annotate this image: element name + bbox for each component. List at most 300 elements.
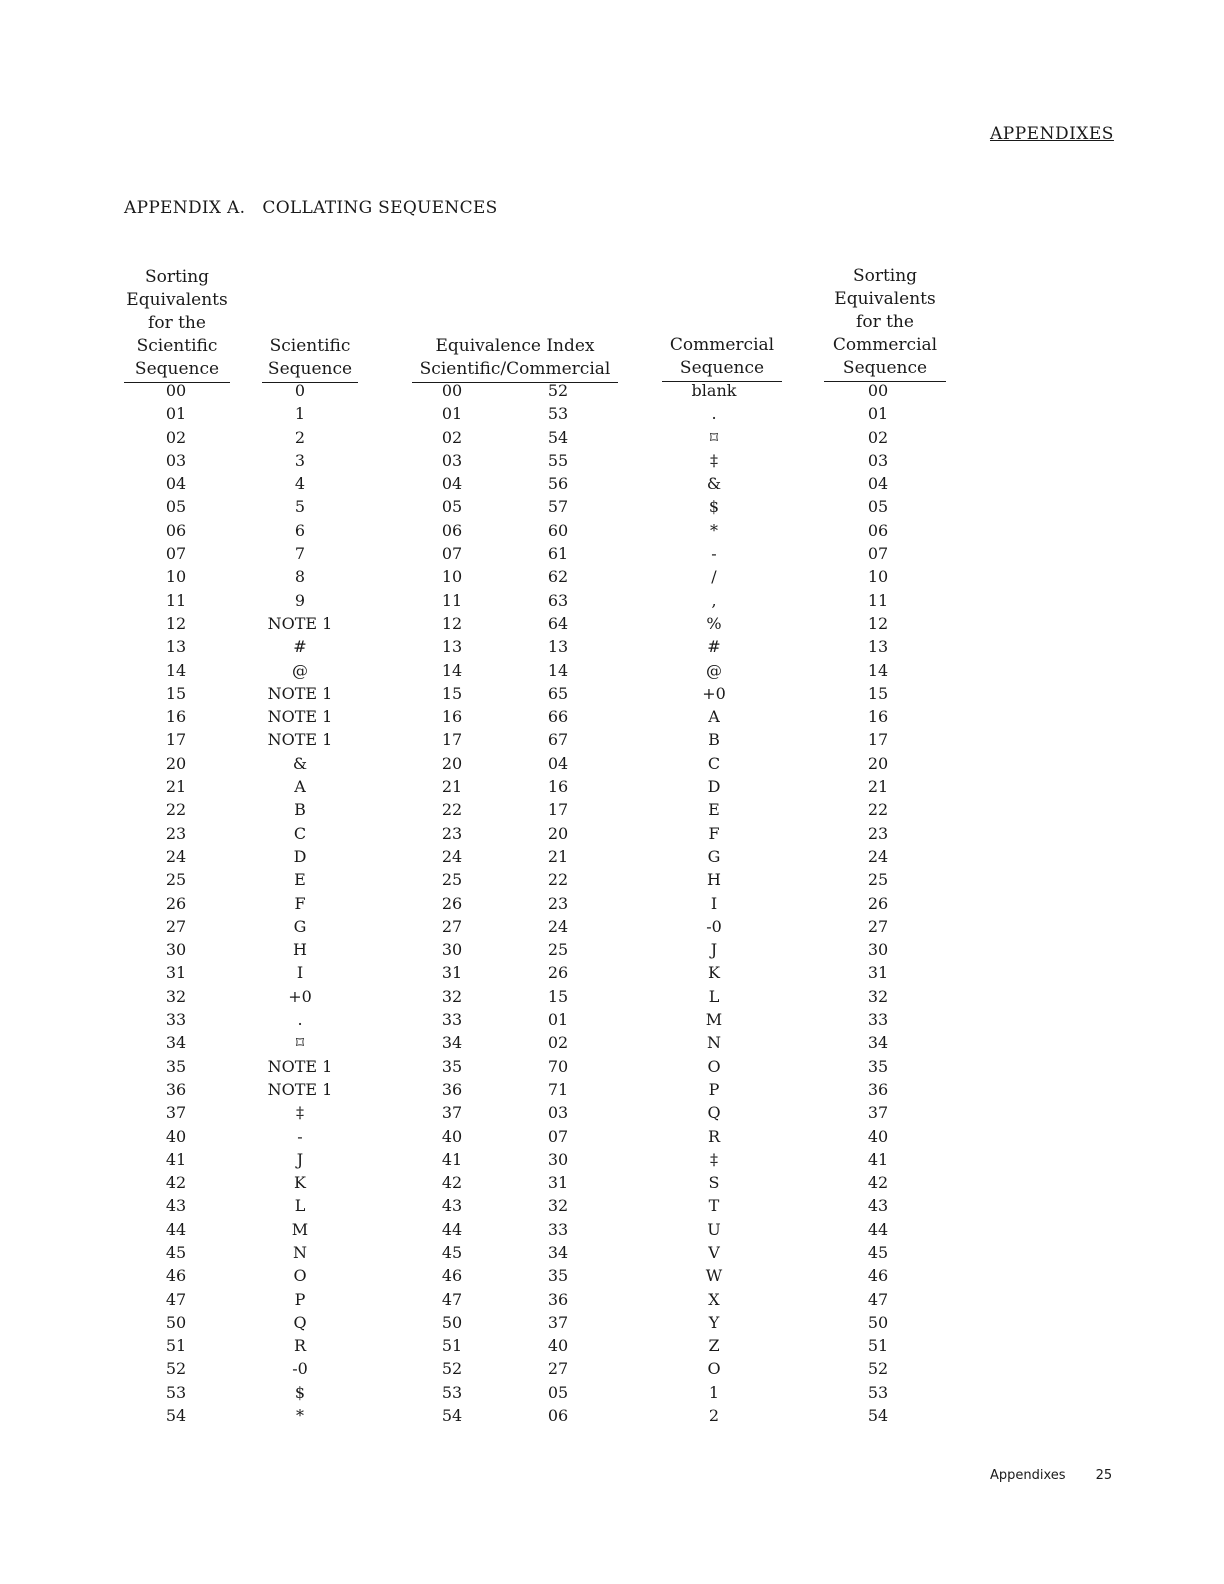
eq-com-cell: 17 — [547, 800, 569, 820]
sci-seq-cell: 6 — [294, 520, 306, 540]
table-row — [0, 917, 1224, 940]
table-row — [0, 451, 1224, 474]
eq-sci-cell: 44 — [441, 1219, 463, 1239]
eq-sci-cell: 25 — [441, 870, 463, 890]
table-row — [0, 1103, 1224, 1126]
com-seq-cell: 1 — [708, 1382, 720, 1402]
sort-com-cell: 16 — [867, 707, 889, 727]
sort-sci-cell: 13 — [165, 637, 187, 657]
sort-com-cell: 33 — [867, 1010, 889, 1030]
eq-com-cell: 35 — [547, 1266, 569, 1286]
sort-com-cell: 17 — [867, 730, 889, 750]
eq-com-cell: 62 — [547, 567, 569, 587]
eq-com-cell: 21 — [547, 846, 569, 866]
sort-sci-cell: 03 — [165, 450, 187, 470]
eq-sci-cell: 15 — [441, 683, 463, 703]
table-row — [0, 1080, 1224, 1103]
sci-seq-cell: I — [296, 963, 304, 983]
eq-sci-cell: 14 — [441, 660, 463, 680]
sort-com-cell: 04 — [867, 474, 889, 494]
header-sort-com-text: Sorting Equivalents for the Commercial — [832, 266, 938, 355]
eq-com-cell: 65 — [547, 683, 569, 703]
sort-com-cell: 34 — [867, 1033, 889, 1053]
sort-sci-cell: 22 — [165, 800, 187, 820]
eq-sci-cell: 02 — [441, 427, 463, 447]
com-seq-cell: J — [710, 940, 718, 960]
table-row — [0, 381, 1224, 404]
eq-com-cell: 64 — [547, 613, 569, 633]
sci-seq-cell: ⌑ — [295, 1033, 305, 1053]
footer-section: Appendixes — [990, 1468, 1066, 1483]
sort-com-cell: 35 — [867, 1056, 889, 1076]
eq-sci-cell: 50 — [441, 1312, 463, 1332]
sort-sci-cell: 15 — [165, 683, 187, 703]
sci-seq-cell: M — [291, 1219, 309, 1239]
eq-com-cell: 02 — [547, 1033, 569, 1053]
com-seq-cell: @ — [706, 660, 722, 680]
table-row — [0, 1033, 1224, 1056]
table-row — [0, 1150, 1224, 1173]
sort-com-cell: 44 — [867, 1219, 889, 1239]
eq-com-cell: 06 — [547, 1406, 569, 1426]
eq-com-cell: 20 — [547, 823, 569, 843]
com-seq-cell: -0 — [706, 916, 722, 936]
eq-sci-cell: 43 — [441, 1196, 463, 1216]
eq-sci-cell: 51 — [441, 1336, 463, 1356]
com-seq-cell: P — [708, 1079, 720, 1099]
com-seq-cell: R — [707, 1126, 721, 1146]
eq-sci-cell: 13 — [441, 637, 463, 657]
sort-com-cell: 43 — [867, 1196, 889, 1216]
com-seq-cell: S — [708, 1173, 720, 1193]
sort-sci-cell: 27 — [165, 916, 187, 936]
sort-sci-cell: 33 — [165, 1010, 187, 1030]
sort-sci-cell: 43 — [165, 1196, 187, 1216]
eq-sci-cell: 31 — [441, 963, 463, 983]
sort-com-cell: 20 — [867, 753, 889, 773]
table-row — [0, 567, 1224, 590]
sort-com-cell: 26 — [867, 893, 889, 913]
com-seq-cell: , — [711, 590, 717, 610]
eq-com-cell: 16 — [547, 777, 569, 797]
header-com-underlined: Sequence — [662, 357, 782, 382]
eq-sci-cell: 06 — [441, 520, 463, 540]
eq-com-cell: 32 — [547, 1196, 569, 1216]
sort-com-cell: 00 — [867, 381, 889, 400]
sort-sci-cell: 23 — [165, 823, 187, 843]
sci-seq-cell: ‡ — [296, 1103, 304, 1123]
eq-sci-cell: 17 — [441, 730, 463, 750]
sort-com-cell: 01 — [867, 404, 889, 424]
header-sort-sci-text: Sorting Equivalents for the Scientific — [126, 267, 228, 356]
sort-sci-cell: 53 — [165, 1382, 187, 1402]
sort-com-cell: 46 — [867, 1266, 889, 1286]
sci-seq-cell: NOTE 1 — [267, 613, 333, 633]
sci-seq-cell: # — [293, 637, 307, 657]
sort-com-cell: 30 — [867, 940, 889, 960]
sci-seq-cell: NOTE 1 — [267, 1056, 333, 1076]
sort-com-cell: 47 — [867, 1289, 889, 1309]
eq-sci-cell: 27 — [441, 916, 463, 936]
sort-com-cell: 23 — [867, 823, 889, 843]
sort-sci-cell: 25 — [165, 870, 187, 890]
eq-com-cell: 25 — [547, 940, 569, 960]
table-row — [0, 894, 1224, 917]
sort-com-cell: 51 — [867, 1336, 889, 1356]
eq-sci-cell: 46 — [441, 1266, 463, 1286]
table-row — [0, 870, 1224, 893]
sort-sci-cell: 00 — [165, 381, 187, 400]
appendix-title: APPENDIX A. COLLATING SEQUENCES — [124, 198, 498, 218]
sort-sci-cell: 21 — [165, 777, 187, 797]
eq-com-cell: 57 — [547, 497, 569, 517]
eq-sci-cell: 05 — [441, 497, 463, 517]
table-row — [0, 1359, 1224, 1382]
sort-com-cell: 25 — [867, 870, 889, 890]
eq-com-cell: 34 — [547, 1242, 569, 1262]
sort-com-cell: 52 — [867, 1359, 889, 1379]
sort-sci-cell: 01 — [165, 404, 187, 424]
sort-sci-cell: 44 — [165, 1219, 187, 1239]
sort-com-cell: 07 — [867, 544, 889, 564]
eq-com-cell: 53 — [547, 404, 569, 424]
eq-com-cell: 70 — [547, 1056, 569, 1076]
eq-com-cell: 14 — [547, 660, 569, 680]
sort-com-cell: 03 — [867, 450, 889, 470]
eq-sci-cell: 47 — [441, 1289, 463, 1309]
sort-com-cell: 14 — [867, 660, 889, 680]
sort-com-cell: 21 — [867, 777, 889, 797]
eq-sci-cell: 40 — [441, 1126, 463, 1146]
eq-com-cell: 07 — [547, 1126, 569, 1146]
eq-sci-cell: 35 — [441, 1056, 463, 1076]
sci-seq-cell: R — [293, 1336, 307, 1356]
sort-com-cell: 36 — [867, 1079, 889, 1099]
eq-sci-cell: 24 — [441, 846, 463, 866]
table-row — [0, 1057, 1224, 1080]
com-seq-cell: Y — [708, 1312, 720, 1332]
com-seq-cell: & — [706, 474, 722, 494]
sci-seq-cell: & — [292, 753, 308, 773]
eq-com-cell: 04 — [547, 753, 569, 773]
eq-sci-cell: 21 — [441, 777, 463, 797]
sort-sci-cell: 05 — [165, 497, 187, 517]
table-row — [0, 1290, 1224, 1313]
sort-sci-cell: 26 — [165, 893, 187, 913]
table-row — [0, 1406, 1224, 1429]
sci-seq-cell: O — [293, 1266, 307, 1286]
sort-sci-cell: 35 — [165, 1056, 187, 1076]
eq-sci-cell: 33 — [441, 1010, 463, 1030]
eq-sci-cell: 34 — [441, 1033, 463, 1053]
eq-com-cell: 26 — [547, 963, 569, 983]
eq-com-cell: 37 — [547, 1312, 569, 1332]
com-seq-cell: T — [708, 1196, 720, 1216]
sci-seq-cell: D — [293, 846, 307, 866]
sci-seq-cell: 0 — [294, 381, 306, 400]
sort-sci-cell: 42 — [165, 1173, 187, 1193]
sort-com-cell: 37 — [867, 1103, 889, 1123]
table-row — [0, 707, 1224, 730]
com-seq-cell: Z — [708, 1336, 720, 1356]
sort-sci-cell: 47 — [165, 1289, 187, 1309]
eq-sci-cell: 36 — [441, 1079, 463, 1099]
eq-sci-cell: 32 — [441, 986, 463, 1006]
sort-sci-cell: 30 — [165, 940, 187, 960]
sort-sci-cell: 46 — [165, 1266, 187, 1286]
header-sci-text: Scientific — [269, 336, 351, 356]
table-row — [0, 404, 1224, 427]
com-seq-cell: / — [711, 567, 717, 587]
table-row — [0, 428, 1224, 451]
sci-seq-cell: F — [294, 893, 306, 913]
sci-seq-cell: G — [293, 916, 307, 936]
sci-seq-cell: A — [294, 777, 306, 797]
sort-sci-cell: 41 — [165, 1149, 187, 1169]
eq-com-cell: 13 — [547, 637, 569, 657]
table-row — [0, 963, 1224, 986]
com-seq-cell: D — [707, 777, 721, 797]
table-row — [0, 777, 1224, 800]
eq-sci-cell: 04 — [441, 474, 463, 494]
sci-seq-cell: E — [294, 870, 306, 890]
sci-seq-cell: -0 — [292, 1359, 308, 1379]
header-com-text: Commercial — [669, 335, 775, 355]
eq-sci-cell: 12 — [441, 613, 463, 633]
com-seq-cell: ‡ — [710, 1149, 718, 1169]
sort-sci-cell: 12 — [165, 613, 187, 633]
eq-com-cell: 30 — [547, 1149, 569, 1169]
com-seq-cell: G — [707, 846, 721, 866]
sci-seq-cell: $ — [294, 1382, 306, 1402]
sci-seq-cell: NOTE 1 — [267, 683, 333, 703]
sort-com-cell: 27 — [867, 916, 889, 936]
table-row — [0, 847, 1224, 870]
sci-seq-cell: @ — [292, 660, 308, 680]
sort-com-cell: 42 — [867, 1173, 889, 1193]
sort-com-cell: 41 — [867, 1149, 889, 1169]
table-row — [0, 1336, 1224, 1359]
sort-sci-cell: 40 — [165, 1126, 187, 1146]
sort-sci-cell: 51 — [165, 1336, 187, 1356]
sort-com-cell: 05 — [867, 497, 889, 517]
eq-sci-cell: 22 — [441, 800, 463, 820]
com-seq-cell: I — [710, 893, 718, 913]
com-seq-cell: +0 — [702, 683, 726, 703]
sort-com-cell: 06 — [867, 520, 889, 540]
sort-sci-cell: 20 — [165, 753, 187, 773]
sci-seq-cell: L — [294, 1196, 306, 1216]
eq-com-cell: 60 — [547, 520, 569, 540]
table-row — [0, 591, 1224, 614]
sort-com-cell: 02 — [867, 427, 889, 447]
sci-seq-cell: N — [293, 1242, 307, 1262]
table-row — [0, 684, 1224, 707]
com-seq-cell: $ — [708, 497, 720, 517]
sort-sci-cell: 34 — [165, 1033, 187, 1053]
header-sort-com-underlined: Sequence — [824, 357, 946, 382]
com-seq-cell: N — [707, 1033, 721, 1053]
eq-com-cell: 24 — [547, 916, 569, 936]
com-seq-cell: B — [708, 730, 720, 750]
sci-seq-cell: Q — [293, 1312, 307, 1332]
eq-com-cell: 03 — [547, 1103, 569, 1123]
sort-com-cell: 13 — [867, 637, 889, 657]
sort-com-cell: 11 — [867, 590, 889, 610]
eq-sci-cell: 03 — [441, 450, 463, 470]
sort-com-cell: 40 — [867, 1126, 889, 1146]
sort-sci-cell: 16 — [165, 707, 187, 727]
table-row — [0, 661, 1224, 684]
sort-sci-cell: 07 — [165, 544, 187, 564]
eq-com-cell: 71 — [547, 1079, 569, 1099]
table-row — [0, 1220, 1224, 1243]
table-row — [0, 1196, 1224, 1219]
eq-sci-cell: 42 — [441, 1173, 463, 1193]
eq-com-cell: 31 — [547, 1173, 569, 1193]
sort-sci-cell: 06 — [165, 520, 187, 540]
sort-com-cell: 53 — [867, 1382, 889, 1402]
eq-sci-cell: 30 — [441, 940, 463, 960]
eq-sci-cell: 53 — [441, 1382, 463, 1402]
table-row — [0, 1173, 1224, 1196]
sci-seq-cell: NOTE 1 — [267, 1079, 333, 1099]
eq-sci-cell: 07 — [441, 544, 463, 564]
eq-sci-cell: 52 — [441, 1359, 463, 1379]
page-number: 25 — [1095, 1468, 1113, 1483]
sort-sci-cell: 24 — [165, 846, 187, 866]
sort-sci-cell: 04 — [165, 474, 187, 494]
table-row — [0, 1313, 1224, 1336]
sci-seq-cell: NOTE 1 — [267, 707, 333, 727]
sci-seq-cell: +0 — [288, 986, 312, 1006]
sci-seq-cell: P — [294, 1289, 306, 1309]
table-row — [0, 1266, 1224, 1289]
eq-com-cell: 05 — [547, 1382, 569, 1402]
collating-sequence-table — [0, 381, 1224, 1429]
table-row — [0, 940, 1224, 963]
sci-seq-cell: NOTE 1 — [267, 730, 333, 750]
sci-seq-cell: H — [293, 940, 307, 960]
eq-com-cell: 27 — [547, 1359, 569, 1379]
sci-seq-cell: - — [297, 1126, 303, 1146]
table-row — [0, 754, 1224, 777]
eq-sci-cell: 20 — [441, 753, 463, 773]
sci-seq-cell: B — [294, 800, 306, 820]
eq-sci-cell: 11 — [441, 590, 463, 610]
com-seq-cell: ⌑ — [709, 427, 719, 447]
sci-seq-cell: 3 — [294, 450, 306, 470]
sci-seq-cell: 5 — [294, 497, 306, 517]
eq-com-cell: 23 — [547, 893, 569, 913]
table-row — [0, 497, 1224, 520]
eq-sci-cell: 23 — [441, 823, 463, 843]
sort-sci-cell: 37 — [165, 1103, 187, 1123]
sort-sci-cell: 14 — [165, 660, 187, 680]
eq-sci-cell: 16 — [441, 707, 463, 727]
com-seq-cell: - — [711, 544, 717, 564]
com-seq-cell: # — [707, 637, 721, 657]
sci-seq-cell: 7 — [294, 544, 306, 564]
sci-seq-cell: C — [293, 823, 307, 843]
sort-com-cell: 45 — [867, 1242, 889, 1262]
table-row — [0, 544, 1224, 567]
table-row — [0, 824, 1224, 847]
eq-com-cell: 63 — [547, 590, 569, 610]
sort-sci-cell: 45 — [165, 1242, 187, 1262]
eq-sci-cell: 01 — [441, 404, 463, 424]
sort-com-cell: 50 — [867, 1312, 889, 1332]
com-seq-cell: X — [708, 1289, 720, 1309]
table-row — [0, 987, 1224, 1010]
sci-seq-cell: 4 — [294, 474, 306, 494]
eq-sci-cell: 41 — [441, 1149, 463, 1169]
header-sci-underlined: Sequence — [262, 358, 358, 383]
sci-seq-cell: J — [296, 1149, 304, 1169]
header-eq-underlined: Scientific/Commercial — [412, 358, 618, 383]
eq-com-cell: 40 — [547, 1336, 569, 1356]
eq-com-cell: 61 — [547, 544, 569, 564]
sci-seq-cell: . — [297, 1010, 303, 1030]
sort-sci-cell: 36 — [165, 1079, 187, 1099]
sort-sci-cell: 02 — [165, 427, 187, 447]
table-row — [0, 521, 1224, 544]
com-seq-cell: % — [706, 613, 722, 633]
com-seq-cell: E — [708, 800, 720, 820]
eq-sci-cell: 00 — [441, 381, 463, 400]
sort-com-cell: 54 — [867, 1406, 889, 1426]
page-footer — [990, 1468, 1112, 1483]
com-seq-cell: H — [707, 870, 721, 890]
header-eq-text: Equivalence Index — [435, 336, 595, 356]
sort-sci-cell: 32 — [165, 986, 187, 1006]
eq-com-cell: 22 — [547, 870, 569, 890]
sort-com-cell: 10 — [867, 567, 889, 587]
sort-com-cell: 32 — [867, 986, 889, 1006]
com-seq-cell: V — [708, 1242, 720, 1262]
table-row — [0, 730, 1224, 753]
com-seq-cell: F — [708, 823, 720, 843]
eq-com-cell: 33 — [547, 1219, 569, 1239]
com-seq-cell: K — [708, 963, 720, 983]
eq-sci-cell: 37 — [441, 1103, 463, 1123]
sort-com-cell: 15 — [867, 683, 889, 703]
sort-com-cell: 22 — [867, 800, 889, 820]
com-seq-cell: A — [708, 707, 720, 727]
sort-com-cell: 12 — [867, 613, 889, 633]
com-seq-cell: blank — [691, 381, 737, 400]
com-seq-cell: U — [707, 1219, 721, 1239]
table-row — [0, 637, 1224, 660]
table-row — [0, 1243, 1224, 1266]
running-head: APPENDIXES — [990, 124, 1114, 144]
com-seq-cell: Q — [707, 1103, 721, 1123]
com-seq-cell: W — [705, 1266, 723, 1286]
sort-sci-cell: 10 — [165, 567, 187, 587]
sort-sci-cell: 52 — [165, 1359, 187, 1379]
eq-com-cell: 36 — [547, 1289, 569, 1309]
eq-com-cell: 15 — [547, 986, 569, 1006]
com-seq-cell: C — [707, 753, 721, 773]
table-row — [0, 800, 1224, 823]
eq-sci-cell: 54 — [441, 1406, 463, 1426]
sort-com-cell: 31 — [867, 963, 889, 983]
eq-com-cell: 54 — [547, 427, 569, 447]
header-sort-sci-underlined: Sequence — [124, 358, 230, 383]
eq-com-cell: 66 — [547, 707, 569, 727]
sci-seq-cell: 9 — [294, 590, 306, 610]
eq-com-cell: 52 — [547, 381, 569, 400]
